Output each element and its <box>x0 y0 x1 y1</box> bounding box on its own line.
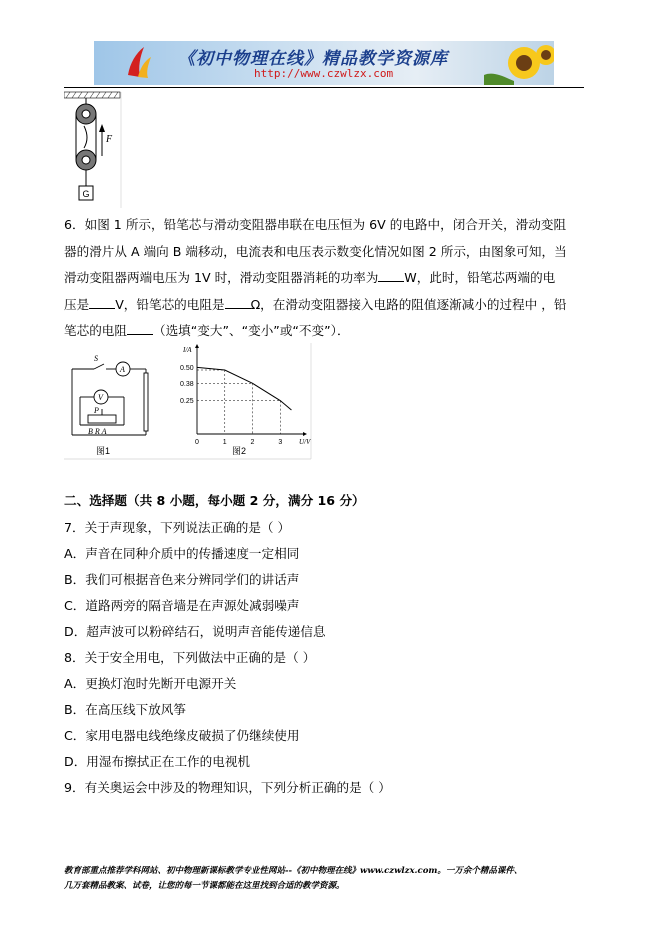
figure2-caption: 图2 <box>232 446 247 456</box>
x-axis-arrow <box>303 432 307 436</box>
question-option: C．家用电器电线绝缘皮破损了仍继续使用 <box>64 728 300 743</box>
header-banner <box>94 41 554 85</box>
y-tick-label: 0.50 <box>180 364 194 372</box>
blank-change <box>127 322 153 335</box>
blank-voltage <box>89 296 115 309</box>
y-axis-arrow <box>195 344 199 348</box>
circuit-diagram <box>72 362 148 435</box>
ammeter-label: A <box>120 365 125 374</box>
weight-label: G <box>82 189 90 199</box>
blank-power <box>378 269 404 282</box>
circuit-graph-figure <box>64 343 312 461</box>
q6-line3: 滑动变阻器两端电压为 1V 时，滑动变阻器消耗的功率为 W，此时，铅笔芯两端的电 <box>64 270 556 285</box>
question-stem: 8．关于安全用电，下列做法中正确的是（ ） <box>64 650 316 665</box>
iv-graph <box>180 344 311 446</box>
question-6 <box>64 212 586 345</box>
header-divider <box>64 87 584 88</box>
slider-label: P <box>94 406 99 415</box>
terminal-labels: B R A <box>88 427 107 436</box>
question-option: D．用湿布擦拭正在工作的电视机 <box>64 754 251 769</box>
footer <box>64 864 604 894</box>
q6-line5: 笔芯的电阻 （选填“变大”、“变小”或“不变”）． <box>64 323 350 338</box>
q6-line1: 6．如图 1 所示，铅笔芯与滑动变阻器串联在电压恒为 6V 的电路中，闭合开关，滑动变阻 <box>64 217 567 232</box>
question-option: B．在高压线下放风筝 <box>64 702 186 717</box>
footer-line2: 几万套精品教案、试卷，让您的每一节课都能在这里找到合适的教学资源。 <box>64 881 345 891</box>
y-tick-label: 0.38 <box>180 380 194 388</box>
banner-title: 《初中物理在线》精品教学资源库 <box>178 49 448 69</box>
q6-line2: 器的滑片从 A 端向 B 端移动，电流表和电压表示数变化情况如图 2 所示，由图象可知，当 <box>64 243 567 259</box>
question-stem: 9．有关奥运会中涉及的物理知识，下列分析正确的是（ ） <box>64 780 391 795</box>
question-option: C．道路两旁的隔音墙是在声源处减弱噪声 <box>64 598 300 613</box>
x-tick-label: 3 <box>278 439 283 446</box>
question-option: A．更换灯泡时先断开电源开关 <box>64 676 237 691</box>
y-axis-label: I/A <box>183 346 192 354</box>
logo-icon <box>124 45 154 81</box>
sunflower-icon <box>484 41 554 85</box>
blank-resistance <box>225 296 251 309</box>
banner-url: http://www.czwlzx.com <box>254 67 394 80</box>
pulley-figure <box>64 90 124 208</box>
question-option: B．我们可根据音色来分辨同学们的讲话声 <box>64 572 300 587</box>
question-stem: 7．关于声现象，下列说法正确的是（ ） <box>64 520 291 535</box>
y-tick-label: 0.25 <box>180 398 194 406</box>
footer-line1: 教育部重点推荐学科网站、初中物理新课标教学专业性网站--《初中物理在线》www.czwlzx.com。一万余个精品课件、 <box>64 866 523 876</box>
question-option: D．超声波可以粉碎结石，说明声音能传递信息 <box>64 624 326 639</box>
switch-label: S <box>94 354 98 363</box>
x-axis-label: U/V <box>299 438 311 446</box>
figure1-caption: 图1 <box>96 446 111 456</box>
iv-curve <box>197 367 291 410</box>
question-option: A．声音在同种介质中的传播速度一定相同 <box>64 546 300 561</box>
voltmeter-label: V <box>98 393 103 402</box>
section-2-title: 二、选择题（共 8 小题，每小题 2 分，满分 16 分） <box>64 493 365 508</box>
x-tick-label: 0 <box>195 439 199 446</box>
x-tick-label: 1 <box>222 439 227 446</box>
x-tick-label: 2 <box>250 439 255 446</box>
q6-line4: 压是 V，铅笔芯的电阻是 Ω，在滑动变阻器接入电路的阻值逐渐减小的过程中 ，铅 <box>64 296 567 312</box>
force-label: F <box>106 134 113 145</box>
